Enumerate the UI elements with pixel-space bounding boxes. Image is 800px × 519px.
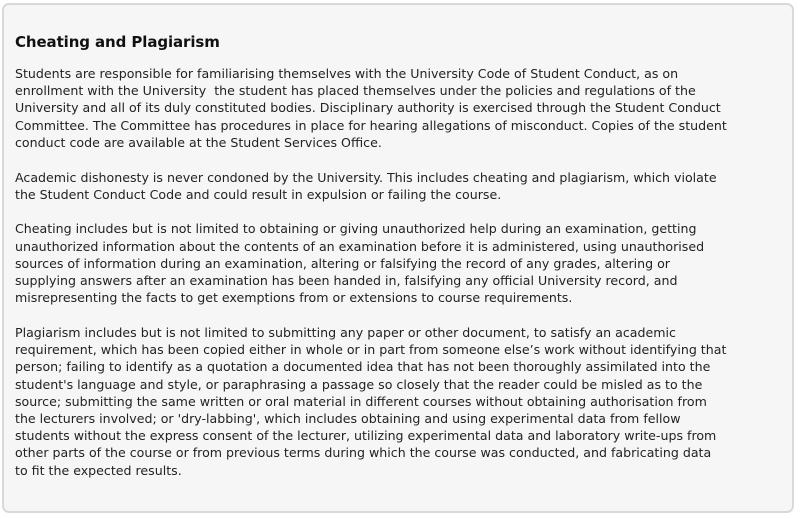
text-line: Students are responsible for familiarising themselves with the University Code of Student Conduct, as on [15,66,679,81]
paragraph-code-of-conduct [15,65,794,151]
text-line: other parts of the course or from previous terms during which the course was conducted, and fabricating data [15,445,712,461]
section-title: Cheating and Plagiarism [15,33,220,51]
text-line: University and all of its duly constituted bodies. Disciplinary authority is exercised through the Student Conduct [15,100,721,116]
text-line: person; failing to identify as a quotation a documented idea that has not been thoroughly assimilated into the [15,359,711,375]
text-line: Academic dishonesty is never condoned by the University. This includes cheating and plagiarism, which violate [15,169,717,185]
text-line: Committee. The Committee has procedures in place for hearing allegations of misconduct. Copies of the student [15,117,727,133]
text-line: students without the express consent of the lecturer, utilizing experimental data and laboratory write-ups from [15,428,717,444]
text-line: sources of information during an examination, altering or falsifying the record of any grades, altering or [15,255,670,271]
text-line: supplying answers after an examination has been handed in, falsifying any official University record, and [15,273,678,289]
text-line: unauthorized information about the contents of an examination before it is administered, using unauthorised [15,238,705,254]
text-line: the Student Conduct Code and could result in expulsion or failing the course. [15,186,502,202]
text-line: the lecturers involved; or 'dry-labbing', which includes obtaining and using experimental data from fellow [15,410,681,426]
text-line: Cheating includes but is not limited to obtaining or giving unauthorized help during an examination, getting [15,221,697,237]
paragraph-cheating [15,220,794,306]
policy-panel [2,3,794,513]
paragraph-academic-dishonesty [15,169,794,203]
text-line: to fit the expected results. [15,462,182,478]
text-line: source; submitting the same written or oral material in different courses without obtaining authorisation from [15,393,707,409]
text-line: enrollment with the University the student has placed themselves under the policies and regulations of the [15,83,696,99]
policy-content [15,65,794,496]
text-line: requirement, which has been copied either in whole or in part from someone else’s work without identifying that [15,342,727,358]
text-line: student's language and style, or paraphrasing a passage so closely that the reader could be misled as to the [15,376,703,392]
text-line: misrepresenting the facts to get exemptions from or extensions to course requirements. [15,290,573,306]
text-line: conduct code are available at the Student Services Office. [15,134,382,150]
text-line: Plagiarism includes but is not limited to submitting any paper or other document, to satisfy an academic [15,324,676,340]
paragraph-plagiarism [15,324,794,479]
